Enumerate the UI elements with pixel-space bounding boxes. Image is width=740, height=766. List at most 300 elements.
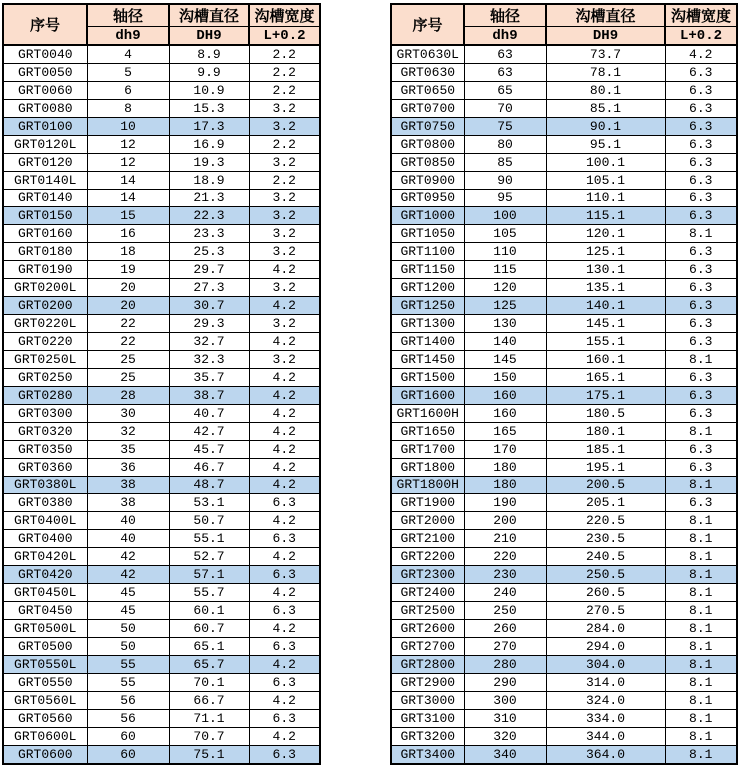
cell-groove-width: 8.1 [665, 530, 737, 548]
table-row [391, 566, 737, 584]
cell-groove-width: 4.2 [249, 655, 320, 673]
cell-groove-dia: 80.1 [546, 81, 665, 99]
table-row [391, 350, 737, 368]
cell-shaft-dia: 38 [87, 494, 169, 512]
cell-groove-width: 6.3 [665, 153, 737, 171]
cell-serial: GRT1100 [391, 243, 464, 261]
col-header-serial: 序号 [3, 4, 87, 45]
cell-serial: GRT0100 [3, 117, 87, 135]
cell-shaft-dia: 290 [464, 673, 546, 691]
cell-groove-dia: 344.0 [546, 727, 665, 745]
cell-groove-width: 4.2 [249, 548, 320, 566]
cell-groove-width: 3.2 [249, 117, 320, 135]
table-body-right [391, 45, 737, 764]
table-row [391, 297, 737, 315]
cell-shaft-dia: 85 [464, 153, 546, 171]
cell-serial: GRT0180 [3, 243, 87, 261]
cell-groove-width: 8.1 [665, 691, 737, 709]
cell-serial: GRT0420 [3, 566, 87, 584]
cell-serial: GRT3000 [391, 691, 464, 709]
cell-serial: GRT0080 [3, 99, 87, 117]
cell-shaft-dia: 320 [464, 727, 546, 745]
cell-groove-dia: 364.0 [546, 745, 665, 763]
cell-groove-width: 3.2 [249, 153, 320, 171]
cell-serial: GRT2800 [391, 655, 464, 673]
cell-shaft-dia: 250 [464, 602, 546, 620]
cell-groove-width: 3.2 [249, 99, 320, 117]
table-row [391, 494, 737, 512]
table-row [3, 673, 320, 691]
cell-shaft-dia: 200 [464, 512, 546, 530]
cell-groove-dia: 145.1 [546, 315, 665, 333]
cell-groove-dia: 66.7 [169, 691, 249, 709]
cell-groove-dia: 205.1 [546, 494, 665, 512]
cell-groove-width: 4.2 [249, 512, 320, 530]
col-header-shaft-dia: 轴径 [464, 4, 546, 27]
cell-serial: GRT2300 [391, 566, 464, 584]
cell-groove-width: 4.2 [249, 476, 320, 494]
cell-groove-width: 8.1 [665, 655, 737, 673]
table-row [3, 368, 320, 386]
cell-groove-dia: 29.3 [169, 315, 249, 333]
col-subheader-DH9: DH9 [169, 27, 249, 46]
table-row [391, 63, 737, 81]
cell-groove-width: 6.3 [665, 386, 737, 404]
cell-shaft-dia: 35 [87, 440, 169, 458]
cell-shaft-dia: 165 [464, 422, 546, 440]
cell-serial: GRT1600H [391, 404, 464, 422]
cell-serial: GRT0420L [3, 548, 87, 566]
cell-groove-dia: 55.1 [169, 530, 249, 548]
cell-groove-dia: 294.0 [546, 637, 665, 655]
cell-groove-width: 8.1 [665, 422, 737, 440]
table-row [3, 225, 320, 243]
table-row [3, 135, 320, 153]
table-row [391, 315, 737, 333]
cell-groove-width: 2.2 [249, 81, 320, 99]
table-row [3, 350, 320, 368]
cell-groove-dia: 165.1 [546, 368, 665, 386]
cell-serial: GRT1600 [391, 386, 464, 404]
table-row [391, 530, 737, 548]
cell-shaft-dia: 95 [464, 189, 546, 207]
cell-shaft-dia: 145 [464, 350, 546, 368]
cell-serial: GRT3100 [391, 709, 464, 727]
cell-groove-width: 6.3 [665, 99, 737, 117]
cell-groove-width: 4.2 [249, 261, 320, 279]
cell-serial: GRT0060 [3, 81, 87, 99]
cell-serial: GRT2200 [391, 548, 464, 566]
cell-serial: GRT0550L [3, 655, 87, 673]
table-row [3, 404, 320, 422]
table-row [391, 207, 737, 225]
table-row [391, 153, 737, 171]
cell-serial: GRT0800 [391, 135, 464, 153]
table-row [3, 709, 320, 727]
table-header-right [391, 4, 737, 45]
cell-groove-dia: 115.1 [546, 207, 665, 225]
cell-shaft-dia: 180 [464, 476, 546, 494]
col-subheader-dh9: dh9 [464, 27, 546, 46]
cell-serial: GRT0500L [3, 620, 87, 638]
table-row [391, 117, 737, 135]
cell-serial: GRT0950 [391, 189, 464, 207]
cell-groove-width: 8.1 [665, 548, 737, 566]
cell-shaft-dia: 19 [87, 261, 169, 279]
cell-groove-dia: 60.7 [169, 620, 249, 638]
cell-shaft-dia: 50 [87, 620, 169, 638]
cell-groove-width: 6.3 [665, 63, 737, 81]
cell-serial: GRT1450 [391, 350, 464, 368]
cell-groove-dia: 27.3 [169, 279, 249, 297]
table-row [391, 637, 737, 655]
table-row [391, 422, 737, 440]
cell-groove-width: 6.3 [665, 117, 737, 135]
cell-shaft-dia: 80 [464, 135, 546, 153]
cell-groove-dia: 284.0 [546, 620, 665, 638]
cell-serial: GRT0160 [3, 225, 87, 243]
cell-serial: GRT0190 [3, 261, 87, 279]
cell-groove-width: 6.3 [665, 494, 737, 512]
cell-groove-width: 4.2 [249, 691, 320, 709]
cell-shaft-dia: 45 [87, 602, 169, 620]
cell-serial: GRT2000 [391, 512, 464, 530]
cell-shaft-dia: 38 [87, 476, 169, 494]
table-row [3, 691, 320, 709]
table-row [3, 261, 320, 279]
cell-shaft-dia: 55 [87, 673, 169, 691]
cell-groove-width: 6.3 [665, 207, 737, 225]
table-row [3, 745, 320, 763]
table-row [3, 45, 320, 63]
cell-serial: GRT0140L [3, 171, 87, 189]
cell-groove-width: 3.2 [249, 189, 320, 207]
cell-groove-width: 4.2 [249, 584, 320, 602]
cell-shaft-dia: 150 [464, 368, 546, 386]
col-subheader-tolerance: L+0.2 [665, 27, 737, 46]
cell-serial: GRT0320 [3, 422, 87, 440]
cell-serial: GRT1150 [391, 261, 464, 279]
cell-serial: GRT0750 [391, 117, 464, 135]
cell-shaft-dia: 32 [87, 422, 169, 440]
cell-shaft-dia: 125 [464, 297, 546, 315]
cell-groove-dia: 75.1 [169, 745, 249, 763]
cell-groove-dia: 100.1 [546, 153, 665, 171]
cell-groove-width: 3.2 [249, 350, 320, 368]
cell-shaft-dia: 20 [87, 279, 169, 297]
cell-groove-width: 3.2 [249, 225, 320, 243]
cell-groove-dia: 52.7 [169, 548, 249, 566]
table-row [391, 458, 737, 476]
col-subheader-tolerance: L+0.2 [249, 27, 320, 46]
cell-groove-width: 6.3 [249, 745, 320, 763]
cell-shaft-dia: 65 [464, 81, 546, 99]
table-row [3, 584, 320, 602]
table-row [391, 602, 737, 620]
table-row [391, 548, 737, 566]
table-body-left [3, 45, 320, 764]
cell-serial: GRT3200 [391, 727, 464, 745]
cell-shaft-dia: 56 [87, 691, 169, 709]
table-row [3, 171, 320, 189]
cell-shaft-dia: 260 [464, 620, 546, 638]
cell-groove-dia: 32.7 [169, 333, 249, 351]
cell-shaft-dia: 90 [464, 171, 546, 189]
cell-groove-dia: 17.3 [169, 117, 249, 135]
cell-groove-dia: 160.1 [546, 350, 665, 368]
cell-groove-width: 3.2 [249, 315, 320, 333]
cell-groove-width: 6.3 [665, 440, 737, 458]
cell-shaft-dia: 60 [87, 727, 169, 745]
table-row [391, 368, 737, 386]
cell-shaft-dia: 8 [87, 99, 169, 117]
cell-groove-dia: 85.1 [546, 99, 665, 117]
cell-serial: GRT0630L [391, 45, 464, 63]
cell-serial: GRT0630 [391, 63, 464, 81]
cell-shaft-dia: 22 [87, 333, 169, 351]
cell-shaft-dia: 55 [87, 655, 169, 673]
table-row [3, 476, 320, 494]
cell-serial: GRT0550 [3, 673, 87, 691]
cell-groove-width: 6.3 [665, 404, 737, 422]
cell-serial: GRT0400 [3, 530, 87, 548]
cell-shaft-dia: 140 [464, 333, 546, 351]
cell-groove-dia: 22.3 [169, 207, 249, 225]
cell-shaft-dia: 240 [464, 584, 546, 602]
cell-groove-dia: 71.1 [169, 709, 249, 727]
cell-groove-width: 4.2 [249, 297, 320, 315]
cell-serial: GRT1300 [391, 315, 464, 333]
cell-groove-dia: 50.7 [169, 512, 249, 530]
cell-groove-width: 4.2 [249, 333, 320, 351]
cell-shaft-dia: 170 [464, 440, 546, 458]
cell-groove-dia: 314.0 [546, 673, 665, 691]
cell-serial: GRT0380L [3, 476, 87, 494]
cell-groove-width: 8.1 [665, 476, 737, 494]
cell-serial: GRT0560L [3, 691, 87, 709]
cell-serial: GRT0220L [3, 315, 87, 333]
cell-shaft-dia: 22 [87, 315, 169, 333]
cell-serial: GRT0280 [3, 386, 87, 404]
table-row [3, 279, 320, 297]
cell-groove-width: 6.3 [249, 673, 320, 691]
grt-size-table-left [2, 3, 321, 765]
cell-groove-width: 6.3 [665, 135, 737, 153]
cell-groove-width: 6.3 [665, 297, 737, 315]
cell-shaft-dia: 20 [87, 297, 169, 315]
cell-shaft-dia: 110 [464, 243, 546, 261]
cell-serial: GRT0200 [3, 297, 87, 315]
cell-serial: GRT0450L [3, 584, 87, 602]
cell-groove-dia: 29.7 [169, 261, 249, 279]
cell-groove-width: 8.1 [665, 745, 737, 763]
table-row [3, 637, 320, 655]
cell-shaft-dia: 14 [87, 171, 169, 189]
cell-shaft-dia: 210 [464, 530, 546, 548]
table-row [3, 727, 320, 745]
col-header-serial: 序号 [391, 4, 464, 45]
cell-groove-dia: 304.0 [546, 655, 665, 673]
cell-groove-width: 8.1 [665, 637, 737, 655]
cell-groove-width: 4.2 [249, 620, 320, 638]
table-row [391, 189, 737, 207]
table-row [3, 63, 320, 81]
table-row [3, 458, 320, 476]
cell-groove-width: 8.1 [665, 602, 737, 620]
cell-shaft-dia: 70 [464, 99, 546, 117]
col-header-groove-width: 沟槽宽度 [249, 4, 320, 27]
cell-shaft-dia: 280 [464, 655, 546, 673]
table-row [3, 333, 320, 351]
cell-groove-width: 4.2 [249, 368, 320, 386]
cell-groove-dia: 185.1 [546, 440, 665, 458]
cell-groove-dia: 65.1 [169, 637, 249, 655]
table-row [391, 386, 737, 404]
cell-shaft-dia: 14 [87, 189, 169, 207]
cell-groove-dia: 125.1 [546, 243, 665, 261]
cell-groove-width: 4.2 [249, 404, 320, 422]
cell-groove-dia: 25.3 [169, 243, 249, 261]
cell-serial: GRT0600L [3, 727, 87, 745]
cell-groove-width: 8.1 [665, 727, 737, 745]
cell-serial: GRT0050 [3, 63, 87, 81]
cell-shaft-dia: 56 [87, 709, 169, 727]
cell-shaft-dia: 100 [464, 207, 546, 225]
table-row [3, 620, 320, 638]
cell-serial: GRT0040 [3, 45, 87, 63]
cell-shaft-dia: 42 [87, 548, 169, 566]
cell-groove-width: 8.1 [665, 225, 737, 243]
cell-groove-dia: 240.5 [546, 548, 665, 566]
cell-serial: GRT1900 [391, 494, 464, 512]
table-row [3, 297, 320, 315]
cell-groove-dia: 175.1 [546, 386, 665, 404]
table-row [391, 279, 737, 297]
cell-groove-dia: 45.7 [169, 440, 249, 458]
cell-serial: GRT0380 [3, 494, 87, 512]
cell-serial: GRT0560 [3, 709, 87, 727]
cell-groove-width: 2.2 [249, 63, 320, 81]
cell-groove-width: 8.1 [665, 709, 737, 727]
cell-shaft-dia: 25 [87, 350, 169, 368]
cell-shaft-dia: 63 [464, 63, 546, 81]
cell-groove-width: 6.3 [249, 530, 320, 548]
cell-serial: GRT0400L [3, 512, 87, 530]
cell-shaft-dia: 120 [464, 279, 546, 297]
cell-serial: GRT0250L [3, 350, 87, 368]
cell-serial: GRT1250 [391, 297, 464, 315]
cell-serial: GRT2700 [391, 637, 464, 655]
cell-serial: GRT0120L [3, 135, 87, 153]
table-row [391, 476, 737, 494]
cell-shaft-dia: 28 [87, 386, 169, 404]
cell-groove-dia: 70.1 [169, 673, 249, 691]
cell-groove-width: 6.3 [249, 602, 320, 620]
cell-serial: GRT0600 [3, 745, 87, 763]
table-row [3, 655, 320, 673]
table-row [3, 315, 320, 333]
cell-shaft-dia: 5 [87, 63, 169, 81]
cell-groove-width: 6.3 [249, 637, 320, 655]
table-row [391, 81, 737, 99]
cell-shaft-dia: 340 [464, 745, 546, 763]
cell-shaft-dia: 50 [87, 637, 169, 655]
cell-serial: GRT2500 [391, 602, 464, 620]
cell-groove-width: 4.2 [249, 440, 320, 458]
cell-groove-width: 6.3 [665, 81, 737, 99]
cell-groove-dia: 200.5 [546, 476, 665, 494]
col-subheader-dh9: dh9 [87, 27, 169, 46]
cell-shaft-dia: 4 [87, 45, 169, 63]
cell-serial: GRT1700 [391, 440, 464, 458]
table-row [3, 81, 320, 99]
table-row [391, 512, 737, 530]
cell-groove-dia: 38.7 [169, 386, 249, 404]
cell-groove-dia: 35.7 [169, 368, 249, 386]
cell-groove-dia: 180.1 [546, 422, 665, 440]
cell-serial: GRT0350 [3, 440, 87, 458]
cell-shaft-dia: 12 [87, 135, 169, 153]
cell-groove-width: 6.3 [665, 279, 737, 297]
cell-shaft-dia: 270 [464, 637, 546, 655]
table-row [3, 99, 320, 117]
cell-serial: GRT0200L [3, 279, 87, 297]
cell-groove-dia: 70.7 [169, 727, 249, 745]
table-row [391, 333, 737, 351]
cell-groove-dia: 10.9 [169, 81, 249, 99]
cell-groove-width: 4.2 [249, 422, 320, 440]
cell-groove-dia: 105.1 [546, 171, 665, 189]
table-row [3, 548, 320, 566]
cell-groove-dia: 73.7 [546, 45, 665, 63]
cell-shaft-dia: 45 [87, 584, 169, 602]
table-row [3, 153, 320, 171]
cell-groove-dia: 53.1 [169, 494, 249, 512]
table-row [3, 386, 320, 404]
cell-groove-dia: 260.5 [546, 584, 665, 602]
table-row [3, 566, 320, 584]
cell-groove-width: 4.2 [665, 45, 737, 63]
cell-serial: GRT3400 [391, 745, 464, 763]
table-row [391, 673, 737, 691]
cell-groove-width: 6.3 [665, 171, 737, 189]
cell-shaft-dia: 15 [87, 207, 169, 225]
cell-groove-width: 6.3 [665, 458, 737, 476]
cell-serial: GRT2900 [391, 673, 464, 691]
cell-groove-dia: 18.9 [169, 171, 249, 189]
cell-serial: GRT0220 [3, 333, 87, 351]
cell-groove-width: 4.2 [249, 727, 320, 745]
cell-serial: GRT2400 [391, 584, 464, 602]
cell-groove-dia: 19.3 [169, 153, 249, 171]
cell-groove-dia: 65.7 [169, 655, 249, 673]
cell-groove-width: 2.2 [249, 45, 320, 63]
cell-groove-dia: 32.3 [169, 350, 249, 368]
cell-groove-dia: 110.1 [546, 189, 665, 207]
cell-groove-dia: 140.1 [546, 297, 665, 315]
cell-groove-dia: 270.5 [546, 602, 665, 620]
cell-serial: GRT1500 [391, 368, 464, 386]
table-row [391, 261, 737, 279]
cell-groove-width: 6.3 [249, 494, 320, 512]
cell-groove-width: 8.1 [665, 584, 737, 602]
cell-groove-width: 8.1 [665, 350, 737, 368]
table-row [391, 584, 737, 602]
table-row [3, 189, 320, 207]
cell-groove-dia: 230.5 [546, 530, 665, 548]
cell-shaft-dia: 6 [87, 81, 169, 99]
cell-groove-width: 8.1 [665, 566, 737, 584]
